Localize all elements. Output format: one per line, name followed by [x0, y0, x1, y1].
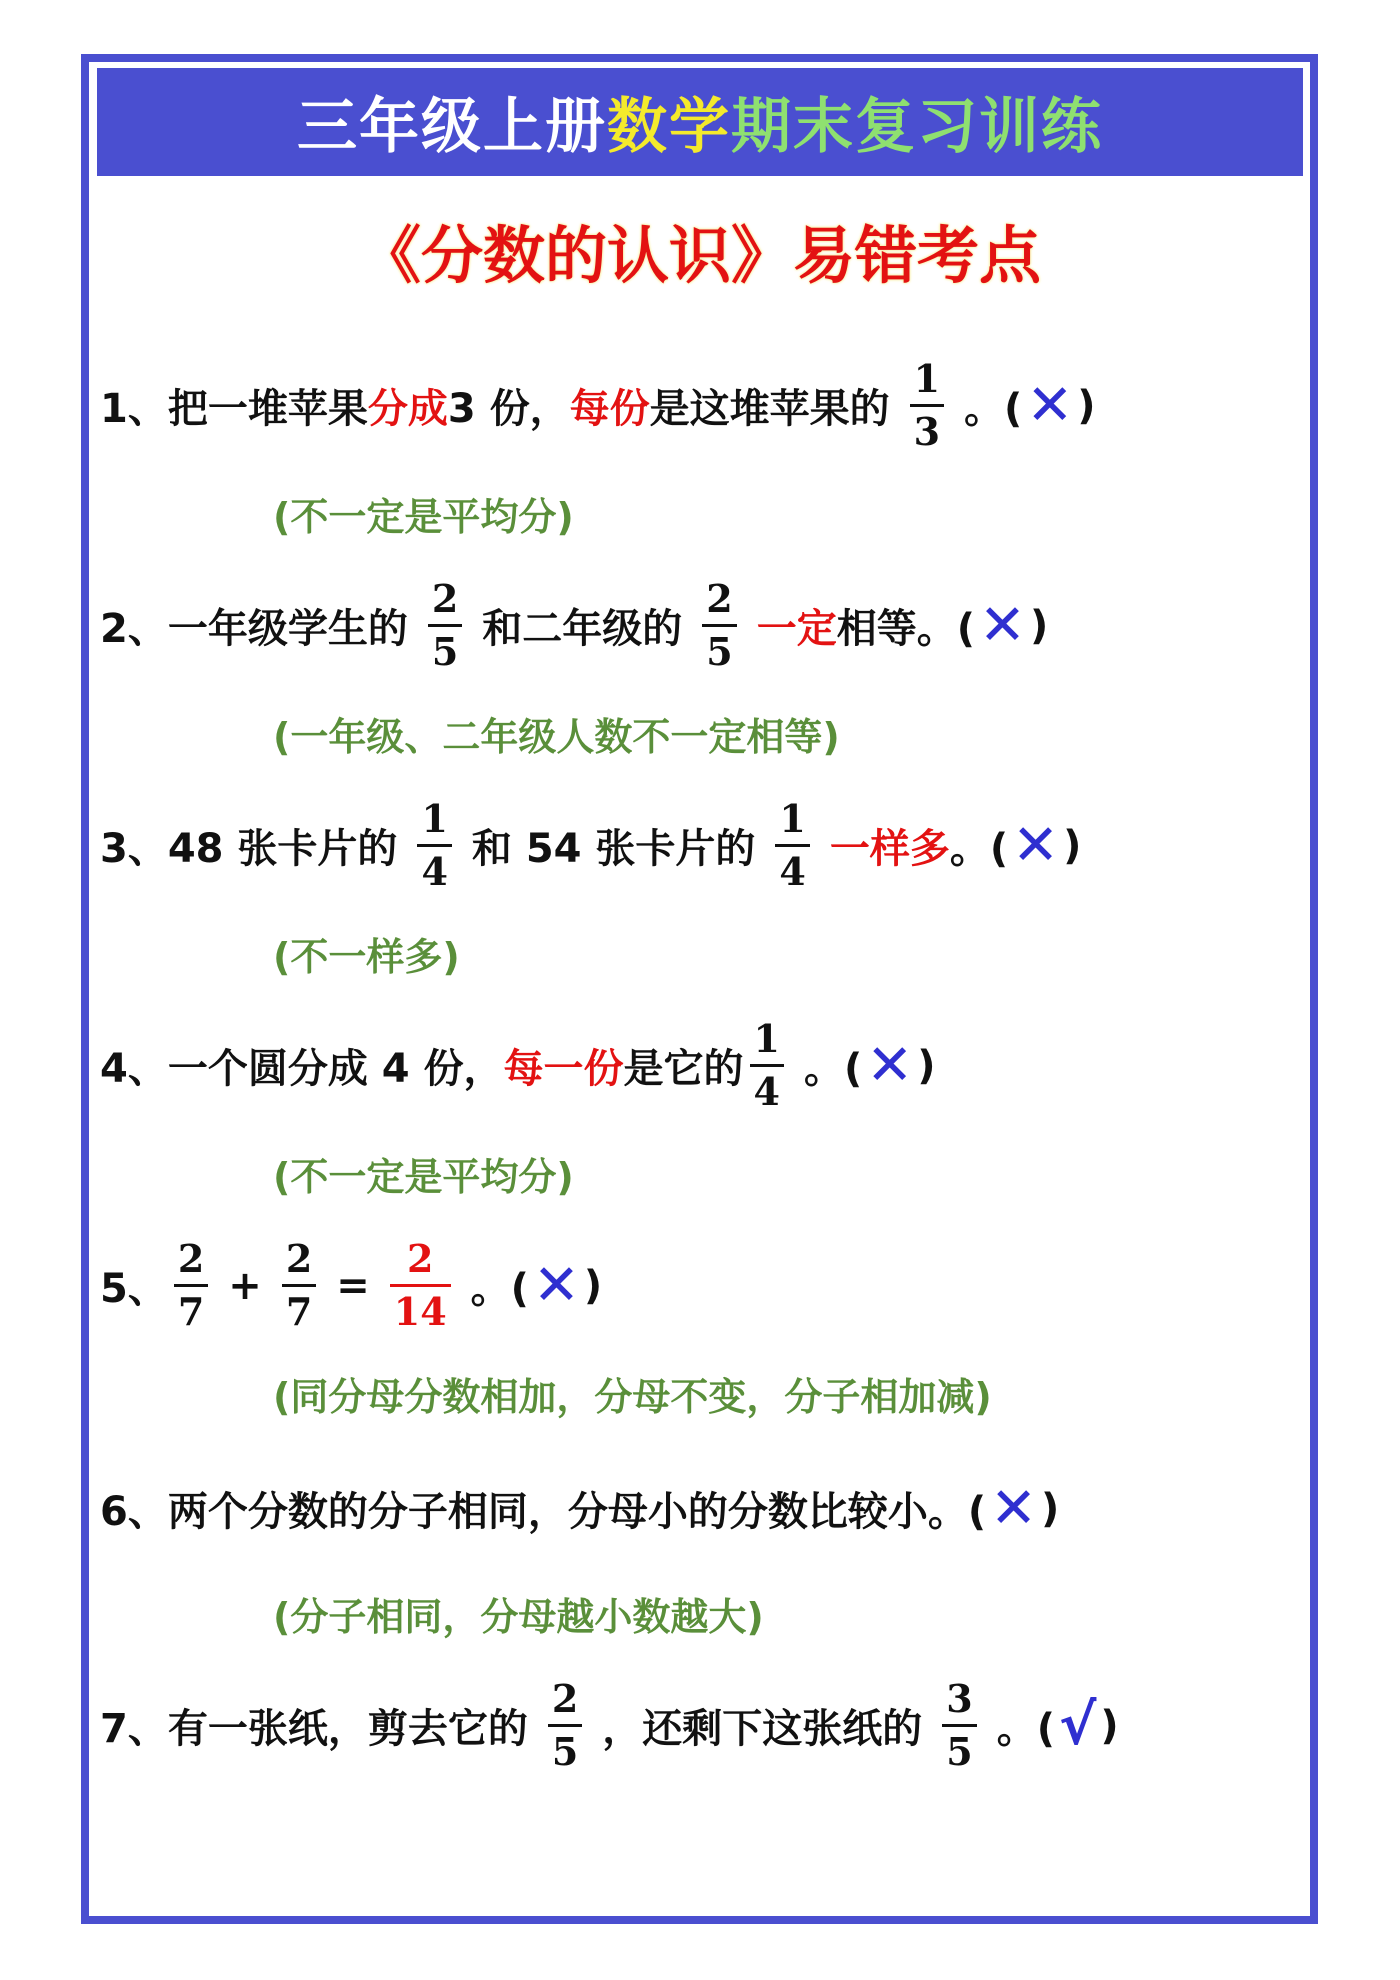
- question-number: 7、: [100, 1706, 168, 1752]
- title-review: 期末复习训练: [731, 92, 1103, 162]
- denominator: 7: [174, 1284, 208, 1331]
- highlight-text: 一样多: [829, 826, 950, 872]
- title-subject: 数学: [607, 92, 731, 162]
- question-text: ，还剩下这张纸的: [602, 1706, 923, 1752]
- question-text: 。(: [949, 826, 1009, 872]
- fraction: [548, 1676, 582, 1774]
- numerator: 2: [407, 1236, 434, 1281]
- check-mark-icon: √: [1059, 1692, 1097, 1758]
- denominator: 4: [417, 844, 451, 891]
- question-text: 48 张卡片的: [167, 826, 398, 872]
- numerator: 3: [946, 1676, 973, 1721]
- numerator: 2: [177, 1236, 205, 1281]
- answer-note-5: (同分母分数相加，分母不变，分子相加减): [273, 1375, 992, 1419]
- question-2: [100, 576, 1049, 674]
- question-6: [100, 1475, 1060, 1541]
- question-text: ): [1029, 602, 1049, 649]
- question-3: [100, 796, 1082, 894]
- question-text: ): [1063, 822, 1082, 869]
- fraction: [174, 1236, 208, 1334]
- question-number: 4、: [100, 1046, 168, 1092]
- question-7: [100, 1676, 1119, 1774]
- fraction: [417, 796, 451, 894]
- question-text: 有一张纸，剪去它的: [167, 1706, 528, 1752]
- numerator: 2: [706, 576, 733, 621]
- question-number: 2、: [100, 606, 168, 652]
- answer-note-6: (分子相同，分母越小数越大): [273, 1595, 764, 1639]
- question-text: ): [1100, 1702, 1119, 1749]
- highlight-text: 一定: [756, 606, 837, 652]
- numerator: 1: [753, 1016, 780, 1061]
- denominator: 5: [428, 624, 462, 671]
- denominator: 5: [942, 1724, 976, 1771]
- answer-note-2: (一年级、二年级人数不一定相等): [273, 715, 840, 759]
- question-1: [100, 356, 1096, 454]
- answer-note-4: (不一定是平均分): [273, 1155, 574, 1199]
- subtitle: 《分数的认识》易错考点: [358, 219, 1041, 292]
- question-text: 和二年级的: [482, 606, 683, 652]
- question-4: [100, 1016, 936, 1114]
- wrong-mark-icon: ✕: [866, 1032, 914, 1098]
- question-text: 一年级学生的: [167, 606, 408, 652]
- fraction: [942, 1676, 976, 1774]
- denominator: 4: [775, 844, 809, 891]
- question-number: 5、: [100, 1266, 168, 1312]
- question-text: 是这堆苹果的: [649, 386, 890, 432]
- question-text: ): [1077, 382, 1096, 429]
- question-number: 6、: [100, 1489, 168, 1535]
- denominator: 14: [390, 1284, 451, 1331]
- title-banner: [97, 68, 1303, 176]
- numerator: 2: [285, 1236, 313, 1281]
- question-text: ): [1041, 1485, 1060, 1532]
- wrong-mark-icon: ✕: [1012, 812, 1060, 878]
- wrong-mark-icon: ✕: [532, 1252, 580, 1318]
- denominator: 4: [750, 1064, 784, 1111]
- question-text: 把一堆苹果: [167, 386, 368, 432]
- question-text: 两个分数的分子相同，分母小的分数比较小。(: [167, 1489, 987, 1535]
- question-text: 相等。(: [836, 606, 976, 652]
- fraction-result: [390, 1236, 451, 1334]
- numerator: 1: [779, 796, 806, 841]
- answer-note-3: (不一样多): [273, 935, 460, 979]
- question-text: 。(: [964, 386, 1023, 432]
- question-text: 是它的: [623, 1046, 744, 1092]
- answer-note-1: (不一定是平均分): [273, 495, 574, 539]
- numerator: 2: [431, 576, 459, 621]
- fraction: [910, 356, 944, 454]
- highlight-text: 每份: [569, 386, 650, 432]
- fraction: [702, 576, 736, 674]
- wrong-mark-icon: ✕: [979, 592, 1026, 658]
- title-grade: 三年级上册: [297, 92, 607, 162]
- question-text: 。(: [996, 1706, 1056, 1752]
- fraction: [750, 1016, 784, 1114]
- question-text: 。(: [470, 1266, 529, 1312]
- numerator: 1: [913, 356, 941, 401]
- page-border: [81, 54, 1318, 1924]
- denominator: 5: [702, 624, 736, 671]
- denominator: 5: [548, 1724, 582, 1771]
- numerator: 2: [551, 1676, 579, 1721]
- fraction: [775, 796, 809, 894]
- question-text: 和 54 张卡片的: [471, 826, 756, 872]
- question-text: ): [917, 1042, 936, 1089]
- equals-sign: =: [336, 1262, 370, 1309]
- question-text: 一个圆分成 4 份，: [167, 1046, 504, 1092]
- highlight-text: 分成: [367, 386, 448, 432]
- question-number: 3、: [100, 826, 168, 872]
- plus-sign: +: [228, 1262, 262, 1309]
- question-text: 3 份，: [447, 386, 570, 432]
- wrong-mark-icon: ✕: [1026, 372, 1074, 438]
- denominator: 7: [282, 1284, 316, 1331]
- fraction: [428, 576, 462, 674]
- numerator: 1: [421, 796, 448, 841]
- question-text: 。(: [803, 1046, 863, 1092]
- highlight-text: 每一份: [503, 1046, 624, 1092]
- fraction: [282, 1236, 316, 1334]
- question-5: [100, 1236, 603, 1334]
- question-text: ): [583, 1262, 603, 1309]
- question-number: 1、: [100, 386, 168, 432]
- denominator: 3: [910, 404, 944, 451]
- wrong-mark-icon: ✕: [990, 1475, 1038, 1541]
